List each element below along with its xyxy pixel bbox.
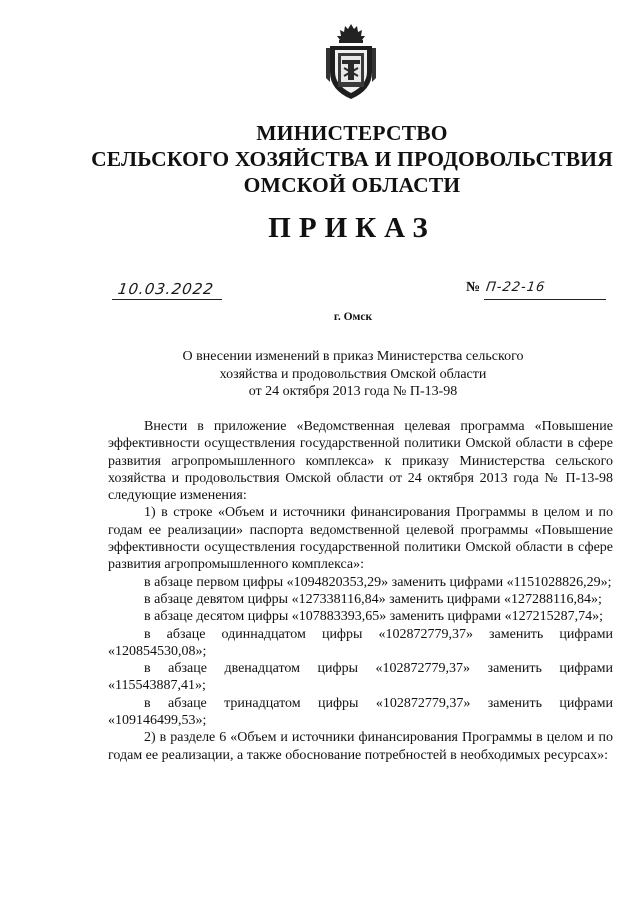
list-item: в абзаце тринадцатом цифры «102872779,37» заменить цифрами «109146499,53»; [108, 695, 613, 729]
ministry-line: ОМСКОЙ ОБЛАСТИ [243, 173, 461, 197]
coat-of-arms-icon [322, 22, 380, 102]
list-item: 2) в разделе 6 «Объем и источники финансирования Программы в целом и по годам ее реализации, а также обоснование потребностей в необходимых ресурсах»: [108, 730, 613, 763]
document-body [108, 418, 613, 764]
list-item: 1) в строке «Объем и источники финансирования Программы в целом и по годам ее реализации» паспорта ведомственной целевой программы «Повышение эффективности осуществления государственной политики Омской области в сфере развития агропромышленного комплекса»: [108, 505, 613, 573]
list-item: в абзаце десятом цифры «107883393,65» заменить цифрами «127215287,74»; [144, 609, 604, 625]
ministry-line: СЕЛЬСКОГО ХОЗЯЙСТВА И ПРОДОВОЛЬСТВИЯ [91, 147, 613, 171]
number-label: № [466, 280, 481, 295]
document-number: П-22-16 [484, 280, 547, 295]
subject-line: от 24 октября 2013 года № П-13-98 [248, 384, 458, 399]
document-city: г. Омск [333, 311, 373, 323]
document-type-title: ПРИКАЗ [268, 212, 436, 244]
ministry-name [0, 120, 640, 198]
list-item: в абзаце девятом цифры «127338116,84» заменить цифрами «127288116,84»; [144, 591, 602, 607]
list-item: в абзаце одиннадцатом цифры «102872779,37» заменить цифрами «120854530,08»; [108, 626, 613, 659]
document-subject [0, 348, 640, 401]
list-item: в абзаце двенадцатом цифры «102872779,37» заменить цифрами «115543887,41»; [108, 661, 613, 694]
subject-line: О внесении изменений в приказ Министерства сельского [182, 349, 524, 364]
list-item: в абзаце первом цифры «1094820353,29» заменить цифрами «1151028826,29»; [144, 574, 612, 590]
ministry-line: МИНИСТЕРСТВО [256, 121, 448, 145]
subject-line: хозяйства и продовольствия Омской области [219, 366, 487, 382]
intro-paragraph: Внести в приложение «Ведомственная целевая программа «Повышение эффективности осуществления государственной политики Омской области в сфере развития агропромышленного комплекса» к приказу Министерства сельского хозяйства и продовольствия Омской области от 24 октября 2013 года № П-13-98 следующие изменения: [108, 419, 613, 504]
document-date: 10.03.2022 [116, 280, 216, 298]
